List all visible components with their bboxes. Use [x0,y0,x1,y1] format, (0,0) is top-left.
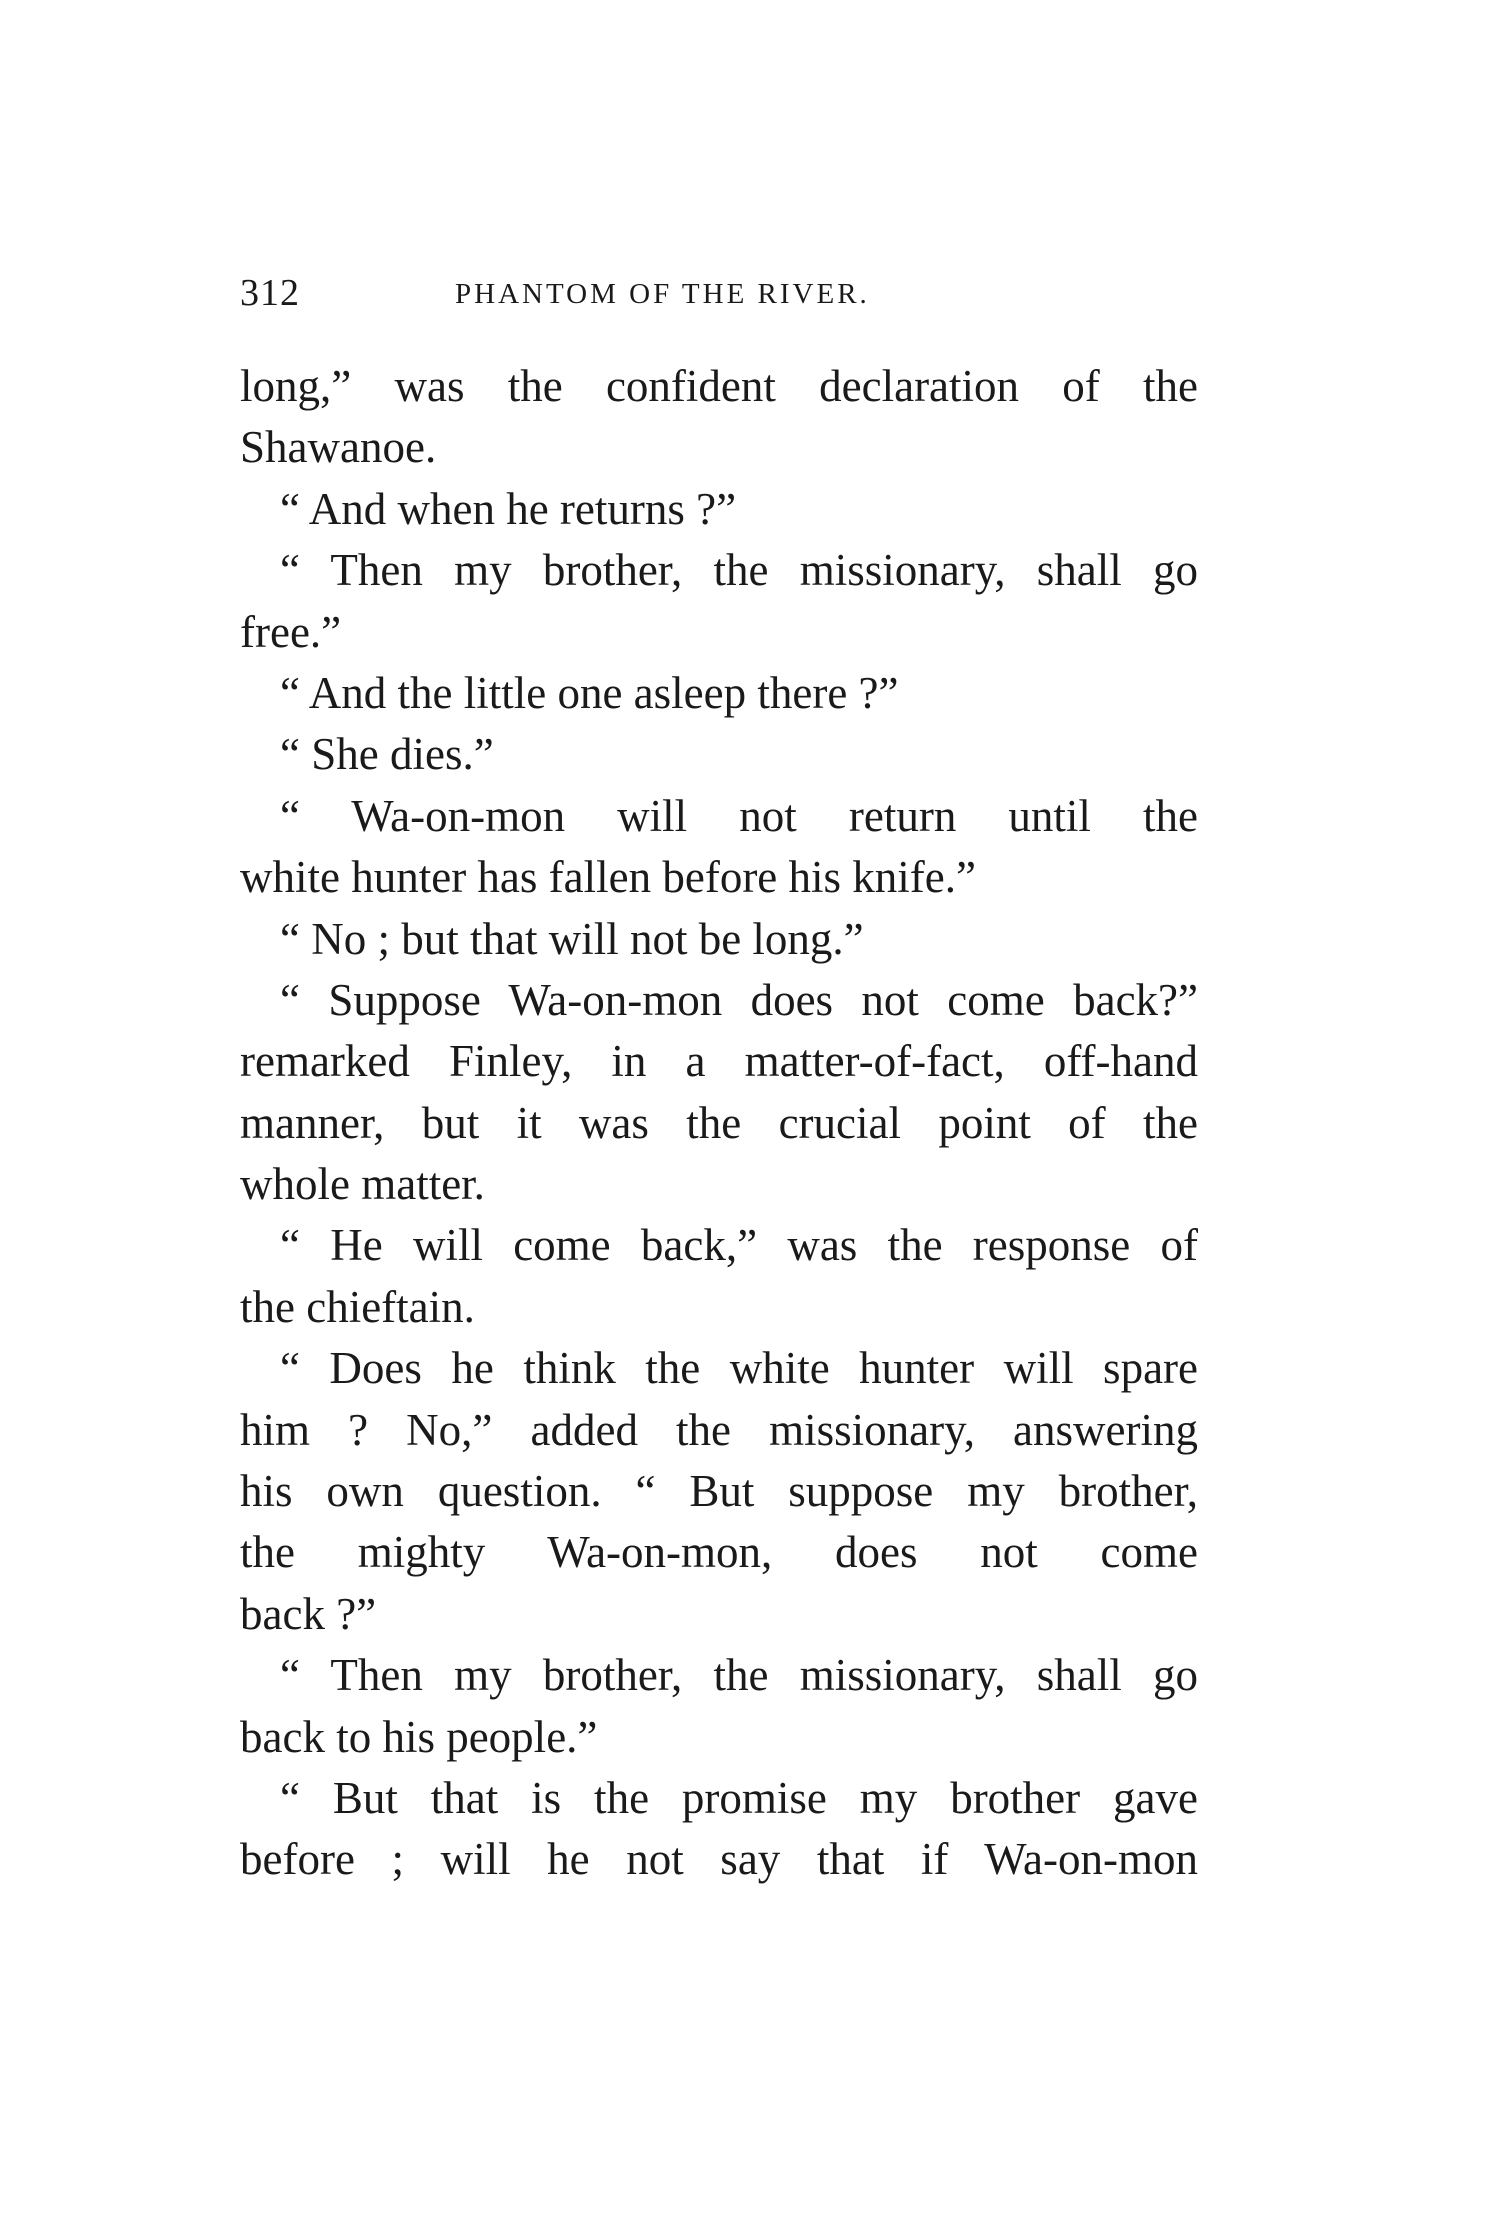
text-line: white hunter has fallen before his knife.” [240,852,976,903]
text-line: “ She dies.” [280,729,494,780]
text-line: “ Suppose Wa-on-mon does not come back?” [280,974,1198,1025]
text-line: “ Does he think the white hunter will spare [280,1343,1198,1394]
body-text [240,356,1198,1891]
text-line: Shawanoe. [240,422,437,473]
text-line: manner, but it was the crucial point of the [240,1097,1198,1148]
text-line: “ But that is the promise my brother gave [280,1772,1198,1823]
text-line: him ? No,” added the missionary, answering [240,1404,1198,1455]
text-line: “ Then my brother, the missionary, shall go [280,545,1198,596]
text-line: before ; will he not say that if Wa-on-mon [240,1834,1198,1885]
text-line: “ He will come back,” was the response of [280,1220,1198,1271]
running-head [240,268,960,318]
text-line: “ No ; but that will not be long.” [280,913,864,964]
text-line: long,” was the confident declaration of the [240,361,1198,411]
text-line: the mighty Wa-on-mon, does not come [240,1527,1198,1578]
text-line: “ And when he returns ?” [280,483,737,534]
text-line: “ Then my brother, the missionary, shall go [280,1650,1198,1701]
page-number: 312 [240,272,300,314]
text-line: his own question. “ But suppose my brother, [240,1466,1198,1517]
text-line: “ And the little one asleep there ?” [280,667,899,718]
text-line: remarked Finley, in a matter-of-fact, off-hand [240,1036,1198,1087]
running-title: PHANTOM OF THE RIVER. [455,278,870,310]
text-line: free.” [240,606,342,657]
text-line: the chieftain. [240,1281,475,1332]
text-line: whole matter. [240,1159,485,1210]
text-line: “ Wa-on-mon will not return until the [280,790,1198,841]
text-line: back to his people.” [240,1711,598,1762]
text-line: back ?” [240,1588,377,1639]
